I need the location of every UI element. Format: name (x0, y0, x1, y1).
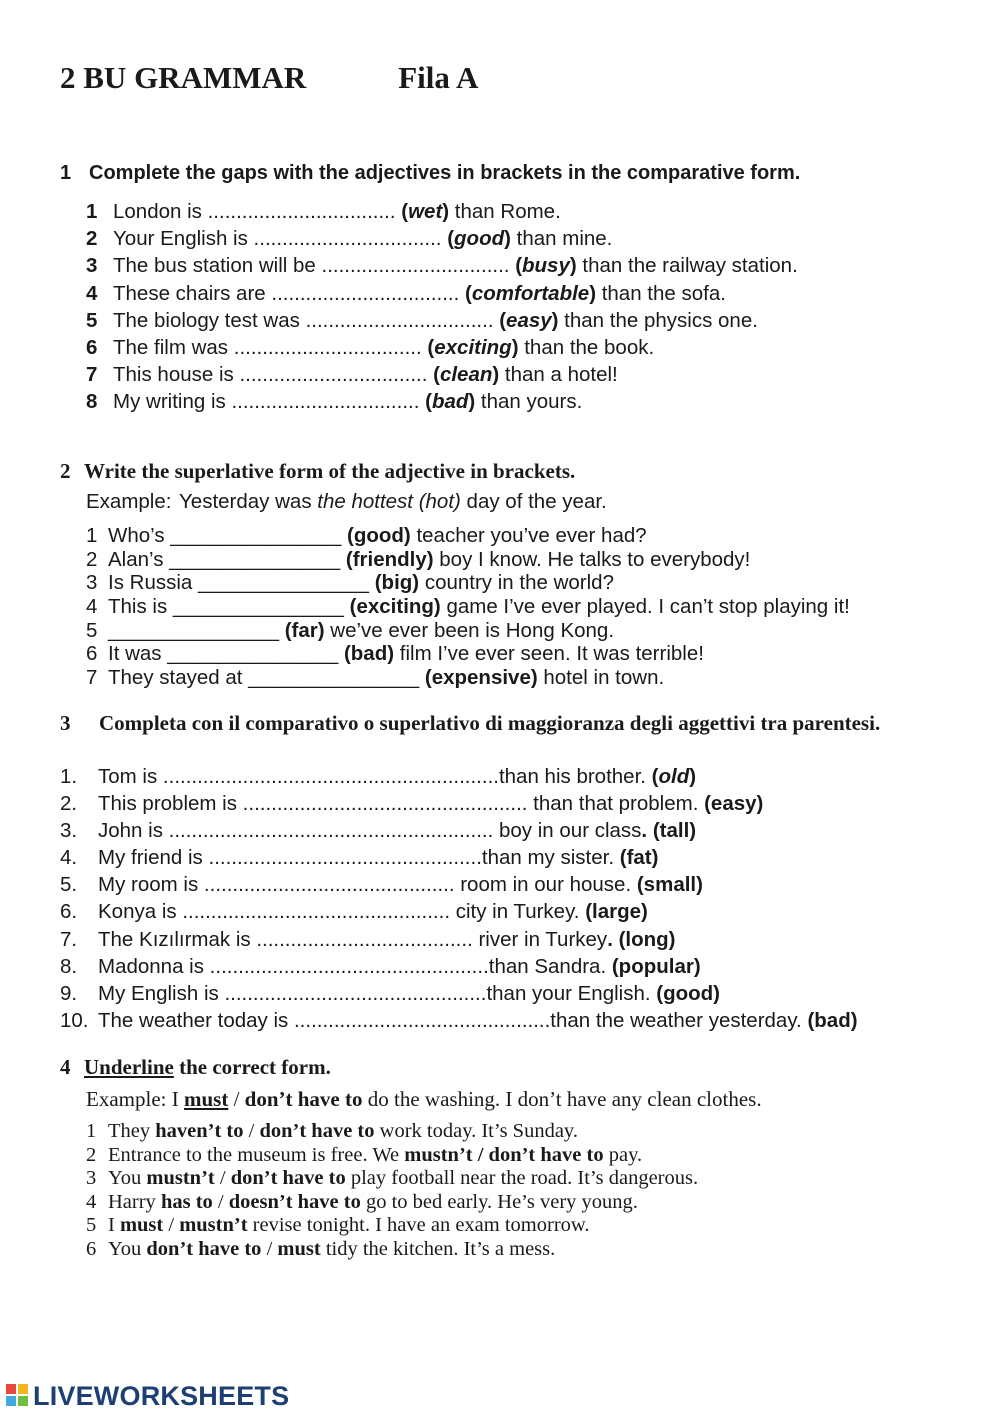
item-text: Madonna is .................................................than Sandra. (98, 954, 612, 978)
item-text: Tom is ...........................................................than his brother. (98, 765, 652, 788)
list-item (60, 790, 858, 817)
item-text: It was _______________ (108, 642, 344, 666)
section-2-example (86, 490, 607, 514)
option-a: must (119, 1214, 164, 1236)
section-3-instruction: Completa con il comparativo o superlativo di maggioranza degli aggettivi tra parentesi. (99, 711, 881, 735)
item-tail: than the book. (518, 335, 655, 359)
bracket-close: ) (442, 200, 450, 223)
item-text: John is ......................................................... boy in our class (98, 819, 642, 843)
s4-example-b: must (183, 1087, 229, 1111)
list-item (60, 844, 858, 871)
option-a: mustn’t / don’t have to (404, 1143, 604, 1166)
list-item (86, 1144, 698, 1168)
item-text: Your English is ................................. (113, 227, 448, 251)
item-number: 5. (60, 873, 78, 897)
bracket-open: ( (465, 281, 472, 305)
item-number: 3 (86, 571, 98, 595)
item-number: 3. (60, 819, 78, 843)
bracket-close: ) (504, 227, 511, 251)
item-text: This problem is .................................................. than that problem. (98, 792, 705, 816)
option-b: don’t have to (230, 1167, 346, 1189)
item-tail: revise tonight. I have an exam tomorrow. (247, 1214, 590, 1236)
list-item (86, 1191, 698, 1215)
bracket-close: ) (551, 308, 559, 332)
example-text-a: Yesterday was (179, 490, 318, 513)
section-1-heading (60, 162, 800, 185)
item-text: They (108, 1120, 156, 1142)
item-text: Who’s _______________ (108, 524, 347, 547)
item-number: 4 (86, 1190, 97, 1213)
section-3-heading (60, 710, 938, 737)
item-number: 7 (86, 666, 98, 690)
list-item (86, 388, 798, 415)
item-tail: country in the world? (419, 571, 614, 595)
list-item (86, 334, 798, 361)
list-item (86, 252, 798, 279)
bracket-open: ( (401, 200, 409, 223)
list-item (86, 198, 798, 225)
item-number: 4. (60, 846, 78, 870)
item-adjective: (easy) (704, 792, 764, 816)
item-adjective: exciting (434, 335, 512, 359)
item-number: 8. (60, 954, 78, 978)
item-tail: pay. (603, 1143, 643, 1166)
list-item (60, 926, 858, 953)
item-number: 8 (86, 390, 98, 414)
bracket-close: ) (492, 363, 500, 387)
list-item (86, 1238, 698, 1262)
item-number: 5 (86, 308, 98, 332)
liveworksheets-logo-icon (6, 1384, 28, 1406)
item-adjective: (friendly) (345, 547, 434, 571)
item-adjective: busy (522, 254, 570, 278)
list-item (60, 953, 858, 980)
section-4-example (86, 1087, 762, 1112)
list-item (60, 1007, 858, 1034)
item-number: 2 (86, 227, 98, 251)
item-number: 6 (86, 335, 98, 359)
s4-example-e: do the washing. I don’t have any clean clothes. (362, 1087, 762, 1111)
item-text: My friend is ................................................than my sister. (98, 846, 620, 870)
item-number: 5 (86, 618, 98, 642)
item-adjective: (popular) (611, 954, 701, 978)
section-4-instruction-rest: the correct form. (173, 1055, 331, 1079)
item-adjective-italic: old (658, 765, 690, 788)
item-adjective: (good) (656, 981, 720, 1005)
item-adjective: bad (431, 390, 469, 414)
section-1-list (86, 198, 798, 416)
item-number: 1. (60, 765, 78, 788)
list-item (60, 763, 858, 790)
item-adjective: . (long) (607, 927, 676, 951)
item-number: 9. (60, 981, 78, 1005)
item-adjective: (small) (636, 873, 703, 897)
item-text: These chairs are ................................. (113, 281, 466, 305)
s4-example-a: Example: I (86, 1087, 184, 1111)
list-item (86, 1167, 698, 1191)
list-item (60, 817, 858, 844)
item-text: You (108, 1237, 147, 1260)
item-text: They stayed at _______________ (108, 666, 425, 690)
bracket-open: ( (515, 254, 523, 278)
item-tail: than yours. (475, 390, 583, 414)
item-text: Konya is ............................................... city in Turkey. (98, 900, 586, 924)
item-number: 1 (86, 524, 98, 547)
item-text: _______________ (108, 618, 285, 642)
bracket-open: ( (427, 335, 435, 359)
section-2-number: 2 (60, 459, 71, 483)
item-number: 1 (86, 200, 98, 223)
item-number: 6 (86, 642, 98, 666)
option-b: doesn’t have to (228, 1190, 361, 1213)
bracket-close: ) (689, 765, 697, 788)
list-item (86, 1120, 698, 1144)
item-text: The biology test was ................................. (113, 308, 500, 332)
example-text-c: day of the year. (460, 490, 607, 513)
item-tail: boy I know. He talks to everybody! (433, 547, 751, 571)
item-text: My room is ............................................ room in our house. (98, 873, 637, 897)
item-tail: work today. It’s Sunday. (374, 1120, 578, 1142)
item-text: Harry (108, 1190, 161, 1213)
list-item (86, 524, 850, 548)
item-number: 1 (86, 1120, 97, 1142)
item-number: 2 (86, 1143, 97, 1166)
item-text: You (108, 1167, 147, 1189)
option-b: mustn’t (179, 1214, 248, 1236)
s4-example-d: don’t have to (244, 1087, 363, 1111)
item-text: Alan’s _______________ (108, 547, 346, 571)
worksheet-title (60, 60, 478, 96)
list-item (86, 595, 850, 619)
bracket-close: ) (589, 281, 597, 305)
list-item (86, 548, 850, 572)
list-item (86, 642, 850, 666)
option-a: mustn’t (146, 1167, 215, 1189)
item-tail: than the railway station. (576, 254, 798, 278)
item-number: 2. (60, 792, 78, 816)
list-item (60, 980, 858, 1007)
option-b: don’t have to (259, 1120, 375, 1142)
item-adjective: wet (408, 200, 443, 223)
section-2-instruction: Write the superlative form of the adjective in brackets. (84, 459, 576, 483)
item-text: This house is ................................. (113, 363, 434, 387)
item-text: My writing is ................................. (113, 390, 426, 414)
item-adjective: easy (506, 308, 552, 332)
section-2-list (86, 524, 850, 690)
item-number: 3 (86, 1167, 97, 1189)
brand-name: LIVEWORKSHEETS (33, 1381, 290, 1411)
item-tail: than Rome. (449, 200, 561, 223)
example-label: Example: (86, 490, 172, 513)
item-number: 5 (86, 1214, 97, 1236)
section-3-number: 3 (60, 711, 71, 735)
section-3-list (60, 763, 858, 1034)
list-item (86, 619, 850, 643)
item-text: I (108, 1214, 120, 1236)
option-separator: / (214, 1167, 231, 1189)
item-number: 10. (60, 1008, 89, 1032)
option-a: haven’t to (155, 1120, 244, 1142)
item-tail: hotel in town. (537, 666, 665, 690)
item-tail: film I’ve ever seen. It was terrible! (394, 642, 704, 666)
title-main: 2 BU GRAMMAR (60, 60, 307, 95)
section-1-number: 1 (60, 162, 72, 184)
item-tail: go to bed early. He’s very young. (360, 1190, 638, 1213)
item-text: London is ................................. (113, 200, 402, 223)
item-number: 7. (60, 927, 78, 951)
item-tail: tidy the kitchen. It’s a mess. (320, 1237, 556, 1260)
item-number: 4 (86, 595, 98, 619)
item-adjective: (exciting) (349, 595, 441, 619)
section-4-instruction-underlined: Underline (84, 1055, 174, 1079)
list-item (86, 666, 850, 690)
item-adjective: good (454, 227, 505, 251)
list-item (60, 898, 858, 925)
item-adjective: (far) (284, 618, 325, 642)
bracket-close: ) (468, 390, 476, 414)
bracket-open: ( (433, 363, 440, 387)
option-a: has to (160, 1190, 213, 1213)
item-number: 2 (86, 547, 98, 571)
item-tail: game I’ve ever played. I can’t stop playing it! (440, 595, 850, 619)
list-item (86, 361, 798, 388)
item-adjective: ( (651, 765, 659, 788)
item-tail: we’ve ever been is Hong Kong. (324, 618, 615, 642)
option-separator: / (243, 1120, 260, 1142)
item-adjective: (big) (374, 571, 420, 595)
item-adjective: (expensive) (424, 666, 538, 690)
item-number: 6. (60, 900, 78, 924)
item-number: 3 (86, 254, 98, 278)
item-adjective: comfortable (471, 281, 590, 305)
option-separator: / (212, 1190, 229, 1213)
option-separator: / (261, 1237, 278, 1260)
section-1-instruction: Complete the gaps with the adjectives in brackets in the comparative form. (89, 162, 801, 184)
option-separator: / (163, 1214, 180, 1236)
item-tail: teacher you’ve ever had? (410, 524, 647, 547)
item-number: 7 (86, 363, 98, 387)
item-adjective: (large) (585, 900, 648, 924)
item-tail: than the physics one. (558, 308, 758, 332)
title-sub: Fila A (398, 60, 479, 95)
section-4-list (86, 1120, 698, 1261)
item-text: The bus station will be ................................. (113, 254, 516, 278)
item-adjective: (good) (347, 524, 411, 547)
section-4-number: 4 (60, 1055, 71, 1079)
bracket-close: ) (569, 254, 577, 278)
list-item (86, 571, 850, 595)
item-adjective: . (tall) (641, 819, 697, 843)
option-b: must (277, 1237, 321, 1260)
list-item (86, 1214, 698, 1238)
item-tail: than mine. (510, 227, 613, 251)
item-text: Entrance to the museum is free. We (108, 1143, 405, 1166)
item-adjective: (bad) (343, 642, 395, 666)
bracket-open: ( (425, 390, 432, 414)
bracket-open: ( (447, 227, 455, 251)
item-adjective: (bad) (807, 1008, 858, 1032)
s4-example-c: / (228, 1087, 245, 1111)
item-tail: than the sofa. (596, 281, 726, 305)
bracket-open: ( (499, 308, 507, 332)
item-tail: play football near the road. It’s dangerous. (345, 1167, 699, 1189)
item-adjective: (fat) (619, 846, 659, 870)
item-text: The weather today is .............................................than the weather yesterday. (98, 1008, 808, 1032)
item-number: 6 (86, 1237, 97, 1260)
item-text: The film was ................................. (113, 335, 428, 359)
section-4-heading (60, 1055, 331, 1080)
item-tail: than a hotel! (499, 363, 618, 387)
item-adjective: clean (439, 363, 493, 387)
list-item (86, 307, 798, 334)
list-item (60, 871, 858, 898)
option-a: don’t have to (146, 1237, 262, 1260)
item-text: The Kızılırmak is ...................................... river in Turkey (98, 927, 608, 951)
bracket-close: ) (511, 335, 519, 359)
item-text: Is Russia _______________ (108, 571, 375, 595)
section-2-heading (60, 459, 575, 484)
item-text: This is _______________ (108, 595, 350, 619)
item-number: 4 (86, 281, 98, 305)
item-text: My English is ..............................................than your English. (98, 981, 657, 1005)
list-item (86, 280, 798, 307)
list-item (86, 225, 798, 252)
example-text-b: the hottest (hot) (317, 490, 461, 513)
